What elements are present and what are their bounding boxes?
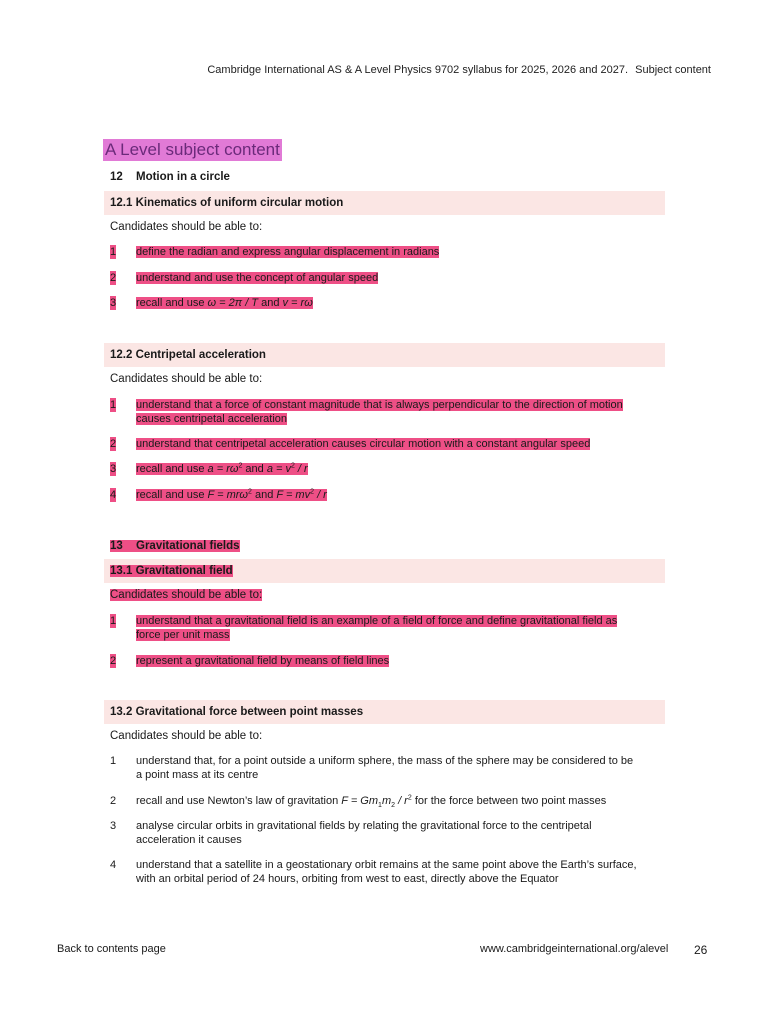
topic-number: 12 bbox=[110, 171, 123, 183]
list-item: 3 recall and use ω = 2π / T and v = rω bbox=[110, 297, 313, 309]
subtopic-12-1-heading: 12.1 Kinematics of uniform circular motion bbox=[104, 191, 665, 215]
topic-13-heading bbox=[110, 540, 240, 552]
list-item: 2 recall and use Newton’s law of gravitation $F = Gm_1m_2 / r^2$ for the force between two point masses bbox=[110, 794, 607, 810]
list-item: 2 understand and use the concept of angular speed bbox=[110, 272, 379, 284]
topic-number: 13 bbox=[110, 540, 123, 552]
list-item: 1 understand that a gravitational field is an example of a field of force and define gravitational field as force per unit mass bbox=[110, 615, 618, 641]
list-item: 2 understand that centripetal acceleration causes circular motion with a constant angular speed bbox=[110, 438, 591, 450]
back-to-contents-link[interactable]: Back to contents page bbox=[57, 943, 166, 955]
list-item: 4 understand that a satellite in a geostationary orbit remains at the same point above the Earth’s surface, with an orbital period of 24 hours, orbiting from west to east, directly above the Equator bbox=[110, 859, 637, 885]
list-item: 4 recall and use F = mrω$^2$ and $F = mv^2 / r$ bbox=[110, 488, 327, 501]
header-section: Subject content bbox=[635, 64, 711, 76]
website-link[interactable]: www.cambridgeinternational.org/alevel bbox=[480, 943, 669, 955]
candidates-intro: Candidates should be able to: bbox=[110, 373, 263, 385]
candidates-intro: Candidates should be able to: bbox=[110, 589, 263, 601]
candidates-intro: Candidates should be able to: bbox=[110, 730, 263, 742]
list-item: 1 define the radian and express angular displacement in radians bbox=[110, 246, 440, 258]
list-item: 3 analyse circular orbits in gravitational fields by relating the gravitational force to the centripetal acceleration it causes bbox=[110, 820, 592, 846]
subtopic-13-2-heading: 13.2 Gravitational force between point masses bbox=[104, 700, 665, 724]
topic-title: Motion in a circle bbox=[136, 171, 230, 183]
header-title: Cambridge International AS & A Level Physics 9702 syllabus for 2025, 2026 and 2027. bbox=[207, 64, 629, 76]
list-item: 2 represent a gravitational field by means of field lines bbox=[110, 655, 390, 667]
list-item: 1 understand that, for a point outside a uniform sphere, the mass of the sphere may be considered to be a point mass at its centre bbox=[110, 755, 634, 781]
topic-12-heading bbox=[110, 171, 230, 183]
section-title: A Level subject content bbox=[105, 140, 280, 159]
subtopic-13-1-heading: 13.1 Gravitational field bbox=[104, 559, 665, 583]
page-header bbox=[207, 64, 711, 76]
subtopic-12-2-heading: 12.2 Centripetal acceleration bbox=[104, 343, 665, 367]
list-item: 1 understand that a force of constant magnitude that is always perpendicular to the direction of motion causes centripetal acceleration bbox=[110, 399, 623, 425]
topic-title: Gravitational fields bbox=[136, 540, 240, 552]
candidates-intro: Candidates should be able to: bbox=[110, 221, 263, 233]
page-number: 26 bbox=[694, 943, 708, 957]
list-item: 3 recall and use $a = r\omega^2$ and $a = v^2 / r$ bbox=[110, 462, 308, 475]
